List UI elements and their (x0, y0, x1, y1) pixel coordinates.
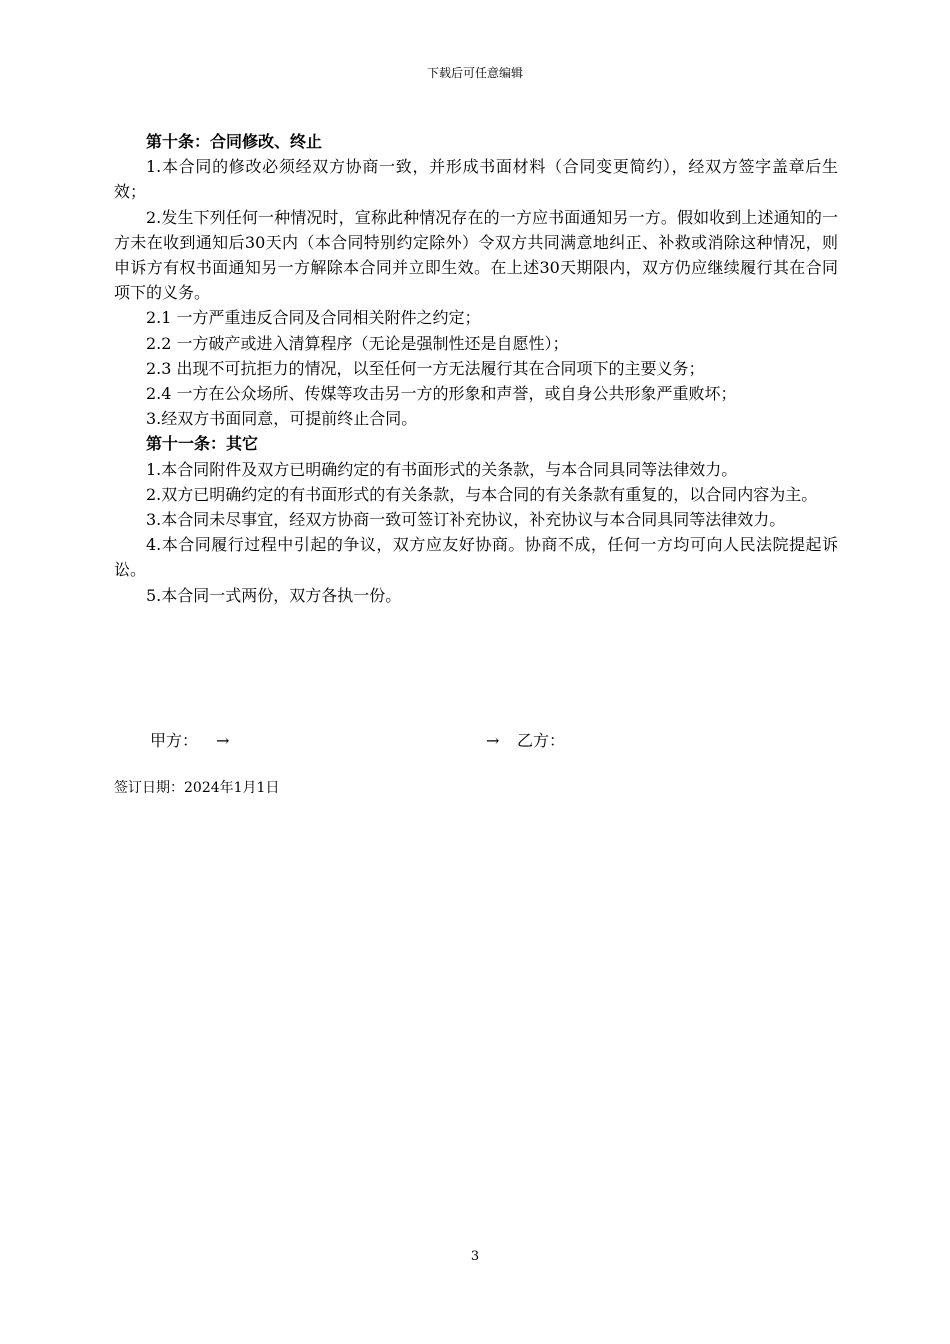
tab-arrow-icon: → (216, 731, 230, 750)
contract-body (114, 129, 838, 608)
clause-11-5: 5.本合同一式两份，双方各执一份。 (146, 585, 402, 605)
clause-11-3: 3.本合同未尽事宜，经双方协商一致可签订补充协议，补充协议与本合同具同等法律效力。 (146, 510, 786, 530)
clause-11-4: 4.本合同履行过程中引起的争议，双方应友好协商。协商不成，任何一方均可向人民法院提起诉讼。 (114, 535, 838, 580)
signature-line (150, 730, 850, 756)
page-header-note: 下载后可任意编辑 (426, 66, 523, 80)
tab-arrow-icon: → (486, 731, 500, 750)
section-heading-10: 第十条：合同修改、终止 (146, 132, 323, 151)
section-heading-11: 第十一条：其它 (146, 434, 259, 454)
clause-10-2-3: 2.3 出现不可抗拒力的情况，以至任何一方无法履行其在合同项下的主要义务； (146, 358, 705, 378)
clause-10-2-2: 2.2 一方破产或进入清算程序（无论是强制性还是自愿性）； (146, 333, 569, 353)
clause-11-2: 2.双方已明确约定的有书面形式的有关条款，与本合同的有关条款有重复的，以合同内容为主。 (146, 484, 818, 504)
clause-10-3: 3.经双方书面同意，可提前终止合同。 (146, 409, 418, 429)
party-b-label: 乙方： (517, 731, 566, 750)
clause-10-2: 2.发生下列任何一种情况时，宣称此种情况存在的一方应书面通知另一方。假如收到上述通知的一方未在收到通知后30天内（本合同特别约定除外）令双方共同满意地纠正、补救或消除这种情况，则申诉方有权书面通知另一方解除本合同并立即生效。在上述30天期限内，双方仍应继续履行其在合同项下的义务。 (114, 207, 838, 303)
sign-date: 签订日期：2024年1月1日 (114, 780, 280, 796)
clause-10-1: 1.本合同的修改必须经双方协商一致，并形成书面材料（合同变更简约），经双方签字盖章后生效； (114, 157, 838, 202)
party-a-label: 甲方： (150, 731, 199, 750)
page-number: 3 (470, 1249, 480, 1264)
clause-10-2-4: 2.4 一方在公众场所、传媒等攻击另一方的形象和声誉，或自身公共形象严重败坏； (146, 384, 737, 404)
clause-10-2-1: 2.1 一方严重违反合同及合同相关附件之约定； (146, 308, 481, 328)
clause-11-1: 1.本合同附件及双方已明确约定的有书面形式的关条款，与本合同具同等法律效力。 (146, 459, 738, 479)
